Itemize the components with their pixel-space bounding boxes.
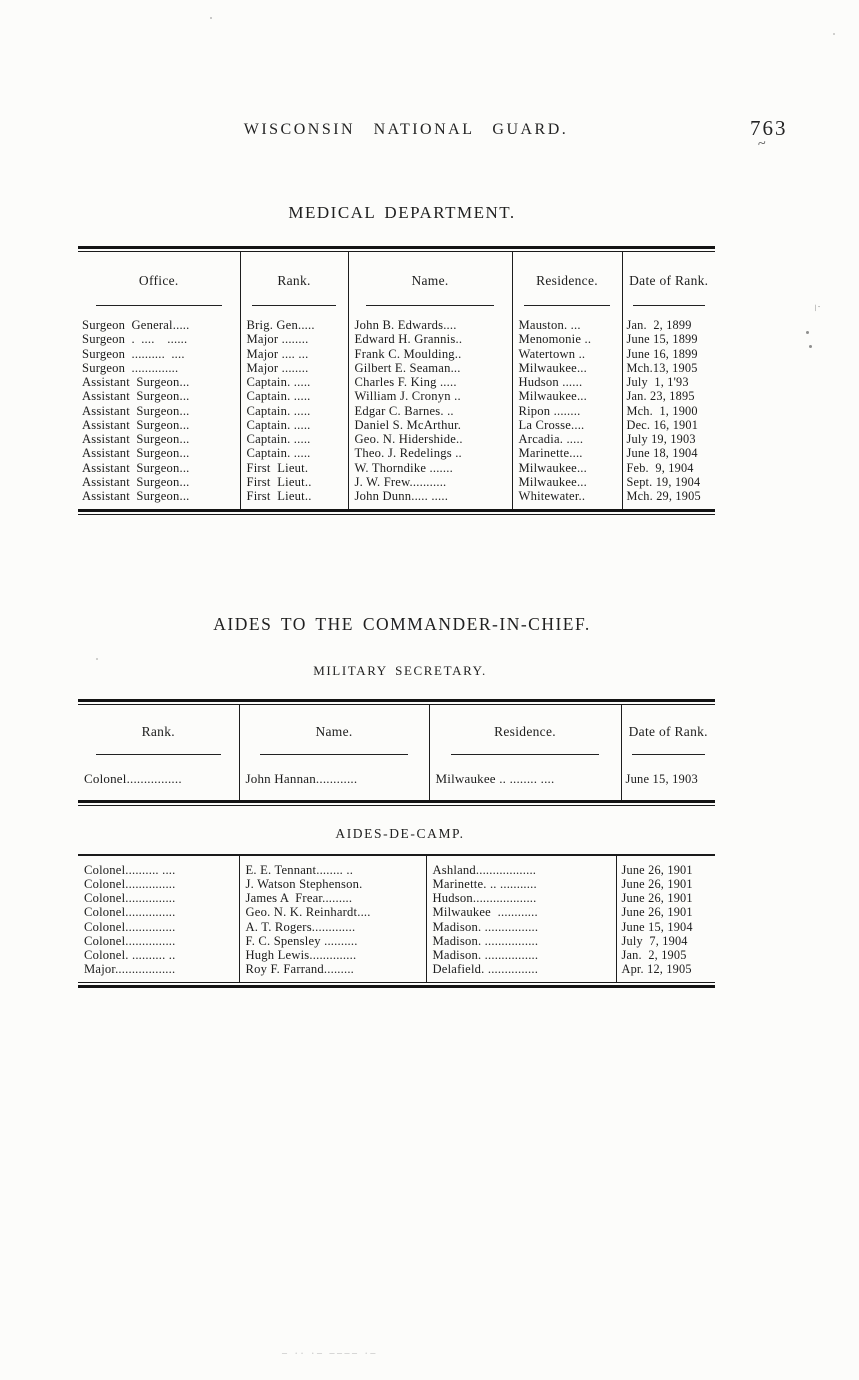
table-row bbox=[78, 418, 715, 432]
page-number: 763 bbox=[750, 116, 788, 140]
table-cell: Menomonie .. bbox=[512, 332, 622, 346]
table-cell: Assistant Surgeon... bbox=[82, 389, 190, 404]
running-head: WISCONSIN NATIONAL GUARD. bbox=[243, 121, 569, 138]
table-row bbox=[78, 310, 715, 332]
table-row bbox=[78, 920, 715, 934]
scan-speckle bbox=[809, 345, 812, 348]
medical-department-table-container bbox=[78, 246, 715, 515]
table-cell: June 16, 1899 bbox=[622, 347, 715, 361]
table-cell: Colonel............... bbox=[84, 891, 176, 905]
table-cell: June 15, 1899 bbox=[622, 332, 715, 346]
column-header bbox=[348, 252, 512, 310]
table-cell: Colonel............... bbox=[84, 919, 176, 934]
table-cell: Daniel S. McArthur. bbox=[348, 418, 512, 432]
table-cell: Charles F. King ..... bbox=[348, 375, 512, 389]
header-underline-rule bbox=[633, 305, 705, 306]
table-cell: Captain. ..... bbox=[240, 418, 348, 432]
table-cell: Milwaukee .. ........ .... bbox=[429, 759, 621, 800]
table-cell: Dec. 16, 1901 bbox=[622, 418, 715, 432]
table-cell: Madison. ................ bbox=[426, 934, 616, 948]
table-cell: Major ........ bbox=[240, 361, 348, 375]
header-row bbox=[78, 705, 715, 759]
section-title-medical-department: MEDICAL DEPARTMENT. bbox=[288, 203, 516, 222]
table-cell: Feb. 9, 1904 bbox=[622, 461, 715, 475]
table-cell: Captain. ..... bbox=[240, 389, 348, 403]
aides-de-camp-table-container bbox=[78, 854, 715, 988]
table-cell: June 26, 1901 bbox=[616, 856, 715, 877]
table-cell: Milwaukee ............ bbox=[426, 905, 616, 919]
table-cell: June 15, 1903 bbox=[621, 759, 715, 800]
table-cell: Jan. 2, 1899 bbox=[622, 310, 715, 332]
column-header bbox=[429, 705, 621, 759]
table-cell: Major ........ bbox=[240, 332, 348, 346]
table-cell: Surgeon .............. bbox=[82, 360, 179, 375]
table-cell: July 7, 1904 bbox=[616, 934, 715, 948]
table-row bbox=[78, 461, 715, 475]
table-row bbox=[78, 934, 715, 948]
column-header-label: Residence. bbox=[536, 273, 598, 289]
table-row bbox=[78, 361, 715, 375]
table-row bbox=[78, 332, 715, 346]
table-cell: Surgeon .......... .... bbox=[82, 346, 185, 361]
header-underline-rule bbox=[252, 305, 335, 306]
military-secretary-table bbox=[78, 705, 715, 800]
military-secretary-table-container bbox=[78, 699, 715, 806]
table-cell: James A Frear......... bbox=[239, 891, 426, 905]
table-row bbox=[78, 489, 715, 509]
table-cell: John Hannan............ bbox=[239, 759, 429, 800]
column-header bbox=[621, 705, 715, 759]
table-cell: Ripon ........ bbox=[512, 404, 622, 418]
table-cell: F. C. Spensley .......... bbox=[239, 934, 426, 948]
table-cell: Assistant Surgeon... bbox=[82, 417, 190, 432]
table-cell: Gilbert E. Seaman... bbox=[348, 361, 512, 375]
header-underline-rule bbox=[96, 305, 222, 306]
column-header bbox=[78, 705, 239, 759]
table-cell: Marinette.... bbox=[512, 446, 622, 460]
table-cell: June 26, 1901 bbox=[616, 877, 715, 891]
table-cell: July 1, 1'93 bbox=[622, 375, 715, 389]
table-cell: Hudson................... bbox=[426, 891, 616, 905]
table-cell: John Dunn..... ..... bbox=[348, 489, 512, 509]
table-cell: Assistant Surgeon... bbox=[82, 489, 190, 503]
column-header bbox=[512, 252, 622, 310]
column-header-label: Office. bbox=[138, 273, 179, 289]
table-cell: John B. Edwards.... bbox=[348, 310, 512, 332]
header-underline-rule bbox=[366, 305, 493, 306]
table-cell: Edward H. Grannis.. bbox=[348, 332, 512, 346]
table-cell: Arcadia. ..... bbox=[512, 432, 622, 446]
table-cell: July 19, 1903 bbox=[622, 432, 715, 446]
table-cell: June 26, 1901 bbox=[616, 891, 715, 905]
table-row bbox=[78, 446, 715, 460]
table-cell: Madison. ................ bbox=[426, 920, 616, 934]
table-cell: William J. Cronyn .. bbox=[348, 389, 512, 403]
table-cell: Colonel. .......... .. bbox=[84, 948, 176, 962]
column-header-label: Date of Rank. bbox=[628, 724, 708, 740]
table-cell: Madison. ................ bbox=[426, 948, 616, 962]
footer-smudge-mark: – ·· ·– –––– ·– bbox=[282, 1350, 378, 1357]
table-cell: First Lieut. bbox=[240, 461, 348, 475]
table-cell: Sept. 19, 1904 bbox=[622, 475, 715, 489]
column-header-label: Rank. bbox=[141, 724, 175, 740]
table-row bbox=[78, 948, 715, 962]
table-row bbox=[78, 962, 715, 981]
table-cell: Colonel................ bbox=[84, 771, 182, 787]
subsection-title-military-secretary: MILITARY SECRETARY. bbox=[313, 663, 487, 678]
table-cell: Whitewater.. bbox=[512, 489, 622, 509]
header-underline-rule bbox=[524, 305, 609, 306]
table-cell: Assistant Surgeon... bbox=[82, 460, 190, 475]
table-cell: Jan. 2, 1905 bbox=[616, 948, 715, 962]
table-cell: Geo. N. Hidershide.. bbox=[348, 432, 512, 446]
table-cell: A. T. Rogers............. bbox=[239, 920, 426, 934]
table-row bbox=[78, 891, 715, 905]
medical-department-table bbox=[78, 252, 715, 509]
table-row bbox=[78, 905, 715, 919]
table-cell: Captain. ..... bbox=[240, 446, 348, 460]
table-row bbox=[78, 404, 715, 418]
table-cell: Captain. ..... bbox=[240, 375, 348, 389]
table-cell: Assistant Surgeon... bbox=[82, 446, 190, 461]
scan-speckle bbox=[806, 331, 809, 334]
subsection-title-aides-de-camp: AIDES-DE-CAMP. bbox=[335, 826, 465, 841]
header-underline-rule bbox=[632, 754, 705, 755]
table-cell: La Crosse.... bbox=[512, 418, 622, 432]
table-cell: Hudson ...... bbox=[512, 375, 622, 389]
table-bottom-rule-thick bbox=[78, 985, 715, 988]
table-cell: Milwaukee... bbox=[512, 461, 622, 475]
table-cell: Mauston. ... bbox=[512, 310, 622, 332]
table-cell: Edgar C. Barnes. .. bbox=[348, 404, 512, 418]
table-cell: First Lieut.. bbox=[240, 489, 348, 509]
table-cell: Colonel............... bbox=[84, 905, 176, 920]
table-cell: Major.................. bbox=[84, 962, 176, 977]
pen-mark: ~ bbox=[756, 135, 768, 153]
table-row bbox=[78, 759, 715, 800]
table-cell: Surgeon General..... bbox=[82, 318, 190, 332]
table-cell: June 18, 1904 bbox=[622, 446, 715, 460]
table-row bbox=[78, 375, 715, 389]
column-header bbox=[78, 252, 240, 310]
table-cell: Mch.13, 1905 bbox=[622, 361, 715, 375]
section-title-aides-to-commander-in-chief: AIDES TO THE COMMANDER-IN-CHIEF. bbox=[213, 614, 591, 634]
column-header bbox=[239, 705, 429, 759]
table-cell: Roy F. Farrand......... bbox=[239, 962, 426, 981]
table-cell: Marinette. .. ........... bbox=[426, 877, 616, 891]
table-cell: Delafield. ............... bbox=[426, 962, 616, 981]
table-cell: W. Thorndike ....... bbox=[348, 461, 512, 475]
header-row bbox=[78, 252, 715, 310]
table-bottom-rule-thin bbox=[78, 805, 715, 806]
table-row bbox=[78, 877, 715, 891]
scan-speckle bbox=[210, 17, 212, 19]
table-cell: Colonel............... bbox=[84, 876, 176, 891]
table-cell: Milwaukee... bbox=[512, 361, 622, 375]
table-cell: J. Watson Stephenson. bbox=[239, 877, 426, 891]
column-header-label: Date of Rank. bbox=[629, 273, 709, 289]
header-underline-rule bbox=[96, 754, 221, 755]
aides-de-camp-table bbox=[78, 856, 715, 982]
table-cell: Ashland.................. bbox=[426, 856, 616, 877]
table-row bbox=[78, 432, 715, 446]
scan-speckle bbox=[833, 33, 835, 35]
table-cell: Watertown .. bbox=[512, 347, 622, 361]
table-cell: Colonel............... bbox=[84, 933, 176, 948]
column-header-label: Residence. bbox=[494, 724, 556, 740]
table-cell: Captain. ..... bbox=[240, 404, 348, 418]
table-cell: E. E. Tennant........ .. bbox=[239, 856, 426, 877]
table-cell: J. W. Frew........... bbox=[348, 475, 512, 489]
table-cell: June 15, 1904 bbox=[616, 920, 715, 934]
scan-speckle-mark: /· bbox=[812, 301, 823, 313]
table-cell: Milwaukee... bbox=[512, 389, 622, 403]
table-cell: First Lieut.. bbox=[240, 475, 348, 489]
table-cell: Hugh Lewis.............. bbox=[239, 948, 426, 962]
table-cell: Surgeon . .... ...... bbox=[82, 332, 188, 347]
header-underline-rule bbox=[451, 754, 600, 755]
column-header-label: Name. bbox=[411, 273, 449, 289]
table-cell: Captain. ..... bbox=[240, 432, 348, 446]
column-header-label: Rank. bbox=[277, 273, 311, 289]
table-cell: Colonel.......... .... bbox=[84, 862, 176, 877]
table-cell: Theo. J. Redelings .. bbox=[348, 446, 512, 460]
table-row bbox=[78, 347, 715, 361]
header-underline-rule bbox=[260, 754, 407, 755]
table-cell: Assistant Surgeon... bbox=[82, 474, 190, 489]
table-cell: Mch. 29, 1905 bbox=[622, 489, 715, 509]
table-cell: Frank C. Moulding.. bbox=[348, 347, 512, 361]
table-cell: Assistant Surgeon... bbox=[82, 403, 190, 418]
table-row bbox=[78, 475, 715, 489]
column-header bbox=[622, 252, 715, 310]
table-cell: Brig. Gen..... bbox=[240, 310, 348, 332]
scan-speckle bbox=[96, 658, 98, 660]
table-row bbox=[78, 856, 715, 877]
table-bottom-rule-thin bbox=[78, 514, 715, 515]
table-cell: Assistant Surgeon... bbox=[82, 375, 190, 389]
table-cell: Jan. 23, 1895 bbox=[622, 389, 715, 403]
table-cell: Assistant Surgeon... bbox=[82, 432, 190, 446]
table-cell: June 26, 1901 bbox=[616, 905, 715, 919]
table-cell: Mch. 1, 1900 bbox=[622, 404, 715, 418]
column-header-label: Name. bbox=[315, 724, 353, 740]
table-cell: Major .... ... bbox=[240, 347, 348, 361]
table-cell: Apr. 12, 1905 bbox=[616, 962, 715, 981]
table-row bbox=[78, 389, 715, 403]
table-cell: Geo. N. K. Reinhardt.... bbox=[239, 905, 426, 919]
table-cell: Milwaukee... bbox=[512, 475, 622, 489]
column-header bbox=[240, 252, 348, 310]
